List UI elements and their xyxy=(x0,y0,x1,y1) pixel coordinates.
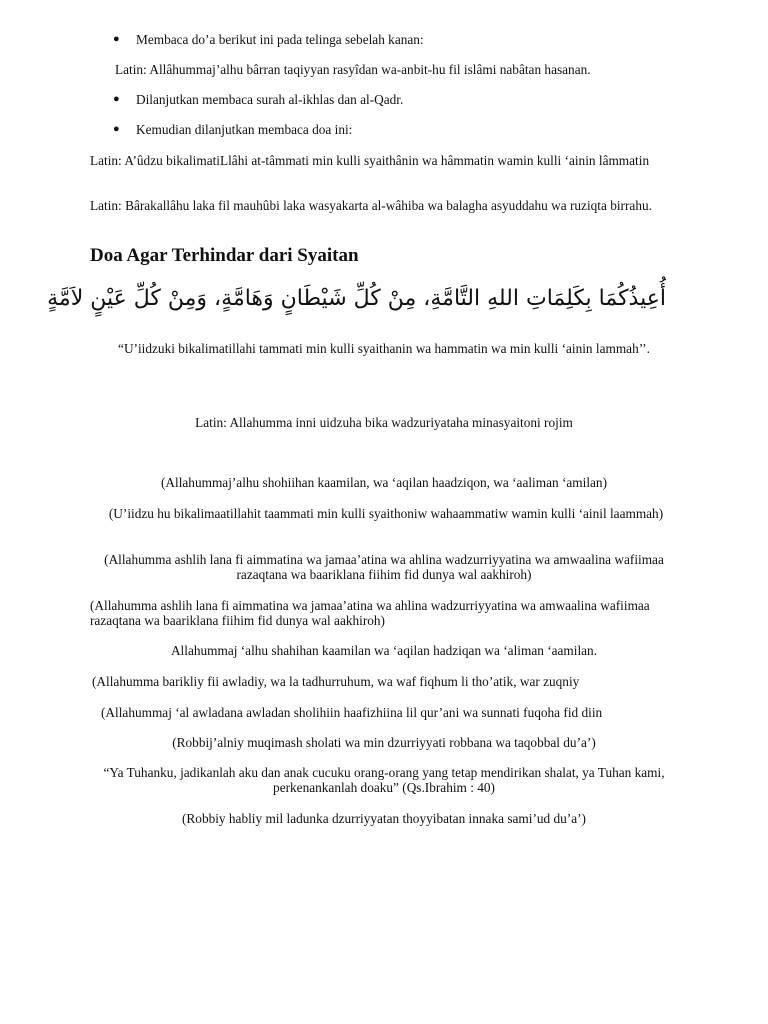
prayer-paragraph-8: (Allahumma barikliy fii awladiy, wa la tadhurruhum, wa waf fiqhum li tho’atik, war zuqniy xyxy=(92,674,580,689)
list-item-2: Dilanjutkan membaca surah al-ikhlas dan al-Qadr. xyxy=(136,92,404,107)
prayer-paragraph-10: (Robbij’alniy muqimash sholati wa min dzurriyyati robbana wa taqobbal du’a’) xyxy=(172,735,596,750)
bullet-icon: ● xyxy=(113,93,120,105)
bullet-icon: ● xyxy=(113,33,120,45)
prayer-paragraph-6: (Allahumma ashlih lana fi aimmatina wa jamaa’atina wa ahlina wadzurriyyatina wa amwaalina wafiimaa razaqtana wa baariklana fiihim fid dunya wal aakhiroh) xyxy=(90,598,650,628)
latin-line-2: Latin: A’ûdzu bikalimatiLlâhi at-tâmmati min kulli syaithânin wa hâmmatin wamin kulli ‘ainin lâmmatin xyxy=(90,153,650,168)
list-item-1: Membaca do’a berikut ini pada telinga sebelah kanan: xyxy=(136,32,424,47)
arabic-prayer: أُعِيذُكُمَا بِكَلِمَاتِ اللهِ التَّامَّةِ، مِنْ كُلِّ شَيْطَانٍ وَهَامَّةٍ، وَمِنْ كُلِّ عَيْنٍ لاَمَّةٍ xyxy=(47,286,666,311)
prayer-paragraph-3: (Allahummaj’alhu shohiihan kaamilan, wa ‘aqilan haadziqon, wa ‘aaliman ‘amilan) xyxy=(160,475,608,490)
prayer-paragraph-5: (Allahumma ashlih lana fi aimmatina wa jamaa’atina wa ahlina wadzurriyyatina wa amwaalina wafiimaa razaqtana wa baariklana fiihim fid dunya wal aakhiroh) xyxy=(104,552,664,582)
prayer-paragraph-12: (Robbiy habliy mil ladunka dzurriyyatan thoyyibatan innaka sami’ud du’a’) xyxy=(182,811,586,826)
prayer-paragraph-9: (Allahummaj ‘al awladana awladan sholihiin haafizhiina lil qur’ani wa sunnati fuqoha fid diin xyxy=(101,705,603,720)
prayer-paragraph-11: “Ya Tuhanku, jadikanlah aku dan anak cucuku orang-orang yang tetap mendirikan shalat, ya Tuhan kami, perkenankanlah doaku” (Qs.Ibrahim : 40) xyxy=(103,765,665,795)
prayer-paragraph-1: “U’iidzuki bikalimatillahi tammati min kulli syaithanin wa hammatin wa min kulli ‘ainin lammah’’. xyxy=(118,341,650,356)
latin-line-1: Latin: Allâhummaj’alhu bârran taqiyyan rasyîdan wa-anbit-hu fil islâmi nabâtan hasanan. xyxy=(115,62,591,77)
list-item-3: Kemudian dilanjutkan membaca doa ini: xyxy=(136,122,353,137)
bullet-icon: ● xyxy=(113,123,120,135)
prayer-paragraph-7: Allahummaj ‘alhu shahihan kaamilan wa ‘aqilan hadziqan wa ‘aliman ‘aamilan. xyxy=(170,643,598,658)
prayer-paragraph-2: Latin: Allahumma inni uidzuha bika wadzuriyataha minasyaitoni rojim xyxy=(195,415,573,430)
prayer-paragraph-4: (U’iidzu hu bikalimaatillahit taammati min kulli syaithoniw wahaammatiw wamin kulli ‘ainil laammah) xyxy=(108,506,664,521)
section-heading: Doa Agar Terhindar dari Syaitan xyxy=(90,245,359,266)
latin-line-3: Latin: Bârakallâhu laka fil mauhûbi laka wasyakarta al-wâhiba wa balagha asyuddahu wa ruziqta birrahu. xyxy=(90,198,652,213)
